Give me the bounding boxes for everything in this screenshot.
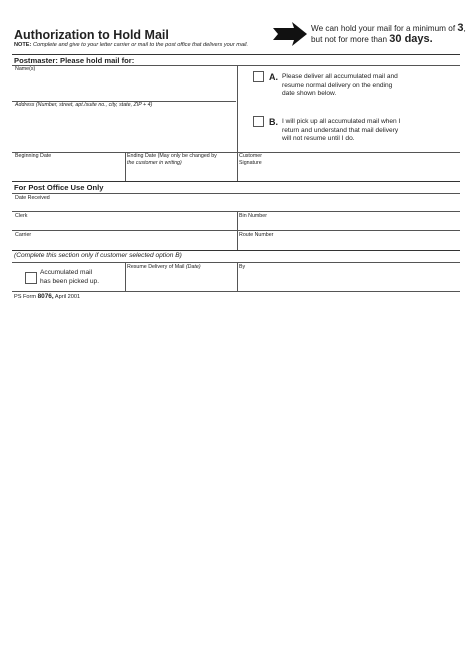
promo-line-2 [311, 33, 433, 45]
option-a-line: date shown below. [282, 90, 337, 98]
ending-date-field[interactable] [126, 153, 236, 181]
form-note [14, 42, 248, 48]
option-b-line: will not resume until I do. [282, 135, 355, 143]
promo-maximum-days: 30 days. [389, 33, 433, 45]
ending-date-label-line-2: the customer in writing) [127, 159, 182, 166]
by-label: By [239, 264, 246, 270]
signature-label-line-2: Signature [239, 159, 262, 166]
carrier-field[interactable] [12, 231, 236, 250]
date-received-field[interactable] [12, 194, 460, 211]
customer-signature-field[interactable] [238, 153, 460, 181]
beginning-date-field[interactable] [12, 153, 125, 181]
arrow-right-icon [272, 21, 308, 47]
date-received-label: Date Received [15, 195, 50, 201]
route-number-label: Route Number [239, 232, 274, 238]
accumulated-mail-checkbox[interactable] [25, 272, 37, 284]
by-field[interactable] [238, 263, 460, 291]
ending-date-label-line-1: Ending Date (May only be changed by [127, 153, 217, 159]
signature-label-line-1: Customer [239, 153, 262, 159]
resume-label-date: (Date) [185, 264, 201, 270]
names-field[interactable] [12, 66, 236, 101]
resume-delivery-field[interactable] [126, 263, 236, 291]
note-prefix: NOTE: [14, 42, 32, 48]
footer-date: April 2001 [53, 294, 81, 300]
form-title: Authorization to Hold Mail [14, 28, 169, 42]
clerk-field[interactable] [12, 212, 236, 230]
option-b-instruction: (Complete this section only if customer selected option B) [14, 252, 182, 259]
carrier-label: Carrier [15, 232, 32, 238]
footer-prefix: PS Form [14, 294, 38, 300]
divider-top [12, 54, 460, 55]
option-a-line: Please deliver all accumulated mail and [282, 73, 398, 80]
accumulated-line-2: has been picked up. [40, 278, 100, 285]
accumulated-mail-label [40, 268, 99, 286]
divider-dates-bottom [12, 181, 460, 182]
form-footer [14, 293, 80, 300]
option-a-text [282, 73, 398, 99]
option-a-checkbox[interactable] [253, 71, 264, 82]
route-number-field[interactable] [238, 231, 460, 250]
clerk-label: Clerk [15, 213, 28, 219]
promo-line-1-text: We can hold your mail for a minimum of [311, 24, 458, 33]
note-text: Complete and give to your letter carrier or mail to the post office that delivers your mail. [31, 42, 249, 48]
address-field[interactable] [12, 102, 236, 152]
divider-bottom [12, 291, 460, 292]
option-a-line: resume normal delivery on the ending [282, 81, 393, 89]
address-label-text: Address (Number, street, apt./suite no., city, state, ZIP + 4) [15, 102, 153, 108]
bin-number-label: Bin Number [239, 213, 267, 219]
promo-line-2-text: but not for more than [311, 35, 390, 44]
option-b-line: I will pick up all accumulated mail when I [282, 118, 401, 125]
accumulated-line-1: Accumulated mail [40, 269, 93, 276]
option-b-checkbox[interactable] [253, 116, 264, 127]
bin-number-field[interactable] [238, 212, 460, 230]
resume-label-text: Resume Delivery of Mail [127, 264, 186, 270]
option-b-letter: B. [269, 117, 278, 127]
names-label: Name(s) [15, 66, 36, 72]
post-office-heading: For Post Office Use Only [14, 183, 104, 192]
divider-carrier [12, 250, 460, 251]
option-b-text [282, 118, 400, 144]
postmaster-heading: Postmaster: Please hold mail for: [14, 56, 135, 65]
promo-line-1-end: , [463, 24, 466, 33]
beginning-date-label: Beginning Date [15, 153, 52, 159]
option-a-letter: A. [269, 72, 278, 82]
option-b-line: return and understand that mail delivery [282, 126, 399, 134]
promo-minimum-days: 3 [457, 22, 464, 34]
footer-form-number: 8076, [37, 293, 54, 300]
